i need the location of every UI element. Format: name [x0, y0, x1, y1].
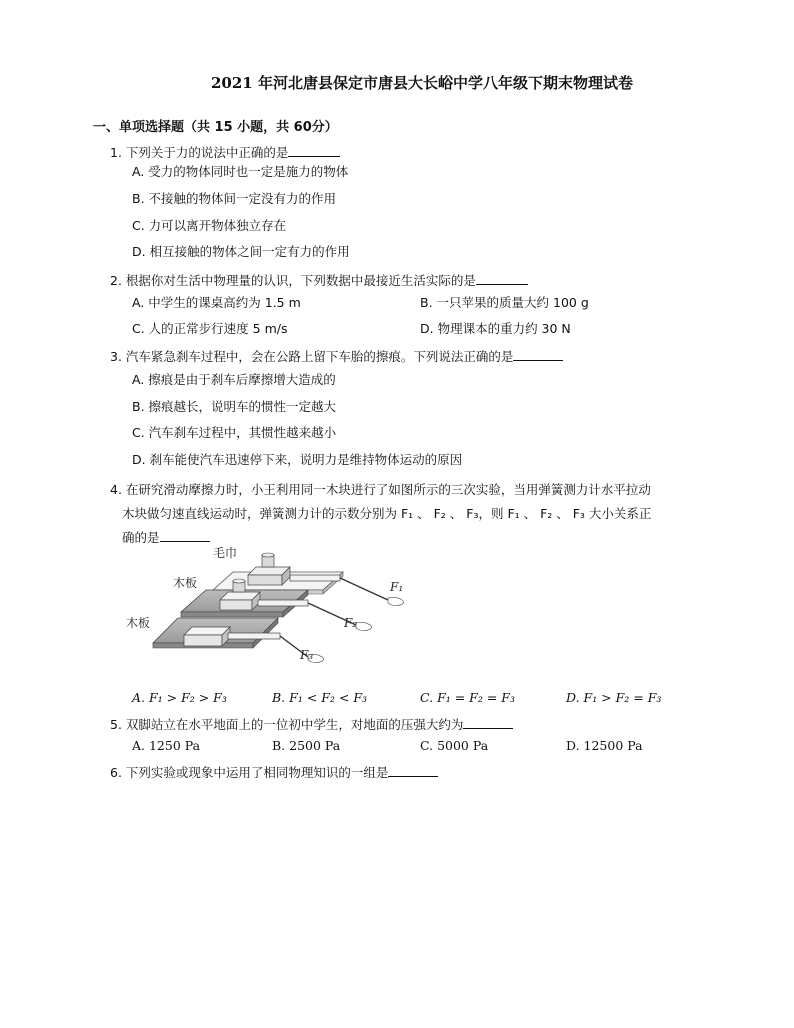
answer-blank: [463, 714, 513, 729]
question-2-stem: 2. 根据你对生活中物理量的认识，下列数据中最接近生活实际的是: [110, 273, 476, 288]
question-4-stem-line2: 木块做匀速直线运动时，弹簧测力计的示数分别为 F₁ 、 F₂ 、 F₃，则 F₁ 、 F₂ 、 F₃ 大小关系正: [122, 506, 652, 521]
option: D. 刹车能使汽车迅速停下来，说明力是维持物体运动的原因: [132, 452, 463, 467]
option: A. 中学生的课桌高约为 1.5 m: [132, 295, 301, 310]
question-4-stem-line3: 确的是: [110, 526, 720, 550]
option: A. F₁ > F₂ > F₃: [132, 690, 227, 705]
question-3-stem: 3. 汽车紧急刹车过程中，会在公路上留下车胎的擦痕。下列说法正确的是: [110, 349, 514, 364]
option: B. 不接触的物体间一定没有力的作用: [132, 191, 337, 206]
exam-title: 2021 年河北唐县保定市唐县大长峪中学八年级下期末物理试卷: [211, 74, 633, 92]
label-f1: F₁: [390, 580, 404, 594]
question-4-stem-line1: 4. 在研究滑动摩擦力时，小王利用同一木块进行了如图所示的三次实验，当用弹簧测力计水平拉动: [110, 482, 651, 497]
label-towel: 毛巾: [213, 546, 238, 560]
option: C. 汽车刹车过程中，其惯性越来越小: [132, 425, 337, 440]
question-6: [110, 762, 720, 783]
question-1: [110, 142, 720, 163]
friction-experiment-figure: [118, 545, 438, 685]
question-5: [110, 714, 720, 735]
question-1-stem: 1. 下列关于力的说法中正确的是: [110, 145, 289, 160]
option: D. 物理课本的重力约 30 N: [420, 321, 571, 336]
option: A. 受力的物体同时也一定是施力的物体: [132, 164, 349, 179]
label-f3: F₃: [300, 648, 314, 662]
question-2: [110, 270, 720, 291]
answer-blank: [288, 142, 340, 157]
option: D. F₁ > F₂ = F₃: [566, 690, 662, 705]
label-f2: F₂: [344, 616, 358, 630]
option: D. 12500 Pa: [566, 738, 643, 753]
option: C. 5000 Pa: [420, 738, 489, 753]
wood-block-with-weight-1: [248, 553, 290, 585]
question-3: [110, 346, 720, 367]
question-4: [110, 478, 720, 550]
answer-blank: [513, 346, 563, 361]
option: D. 相互接触的物体之间一定有力的作用: [132, 244, 350, 259]
label-board-2: 木板: [126, 616, 151, 630]
option: B. 擦痕越长，说明车的惯性一定越大: [132, 399, 337, 414]
answer-blank: [160, 527, 210, 542]
option: C. F₁ = F₂ = F₃: [420, 690, 515, 705]
section-heading: 一、单项选择题（共 15 小题，共 60分）: [93, 120, 338, 135]
answer-blank: [388, 762, 438, 777]
question-5-stem: 5. 双脚站立在水平地面上的一位初中学生，对地面的压强大约为: [110, 717, 464, 732]
answer-blank: [476, 270, 528, 285]
question-6-stem: 6. 下列实验或现象中运用了相同物理知识的一组是: [110, 765, 389, 780]
option: A. 擦痕是由于刹车后摩擦增大造成的: [132, 372, 336, 387]
wood-block-3: [184, 627, 230, 646]
option: B. 2500 Pa: [272, 738, 341, 753]
option: B. F₁ < F₂ < F₃: [272, 690, 368, 705]
option: C. 人的正常步行速度 5 m/s: [132, 321, 288, 336]
option: B. 一只苹果的质量大约 100 g: [420, 295, 589, 310]
option: A. 1250 Pa: [132, 738, 201, 753]
label-board-1: 木板: [173, 576, 198, 590]
option: C. 力可以离开物体独立存在: [132, 218, 287, 233]
